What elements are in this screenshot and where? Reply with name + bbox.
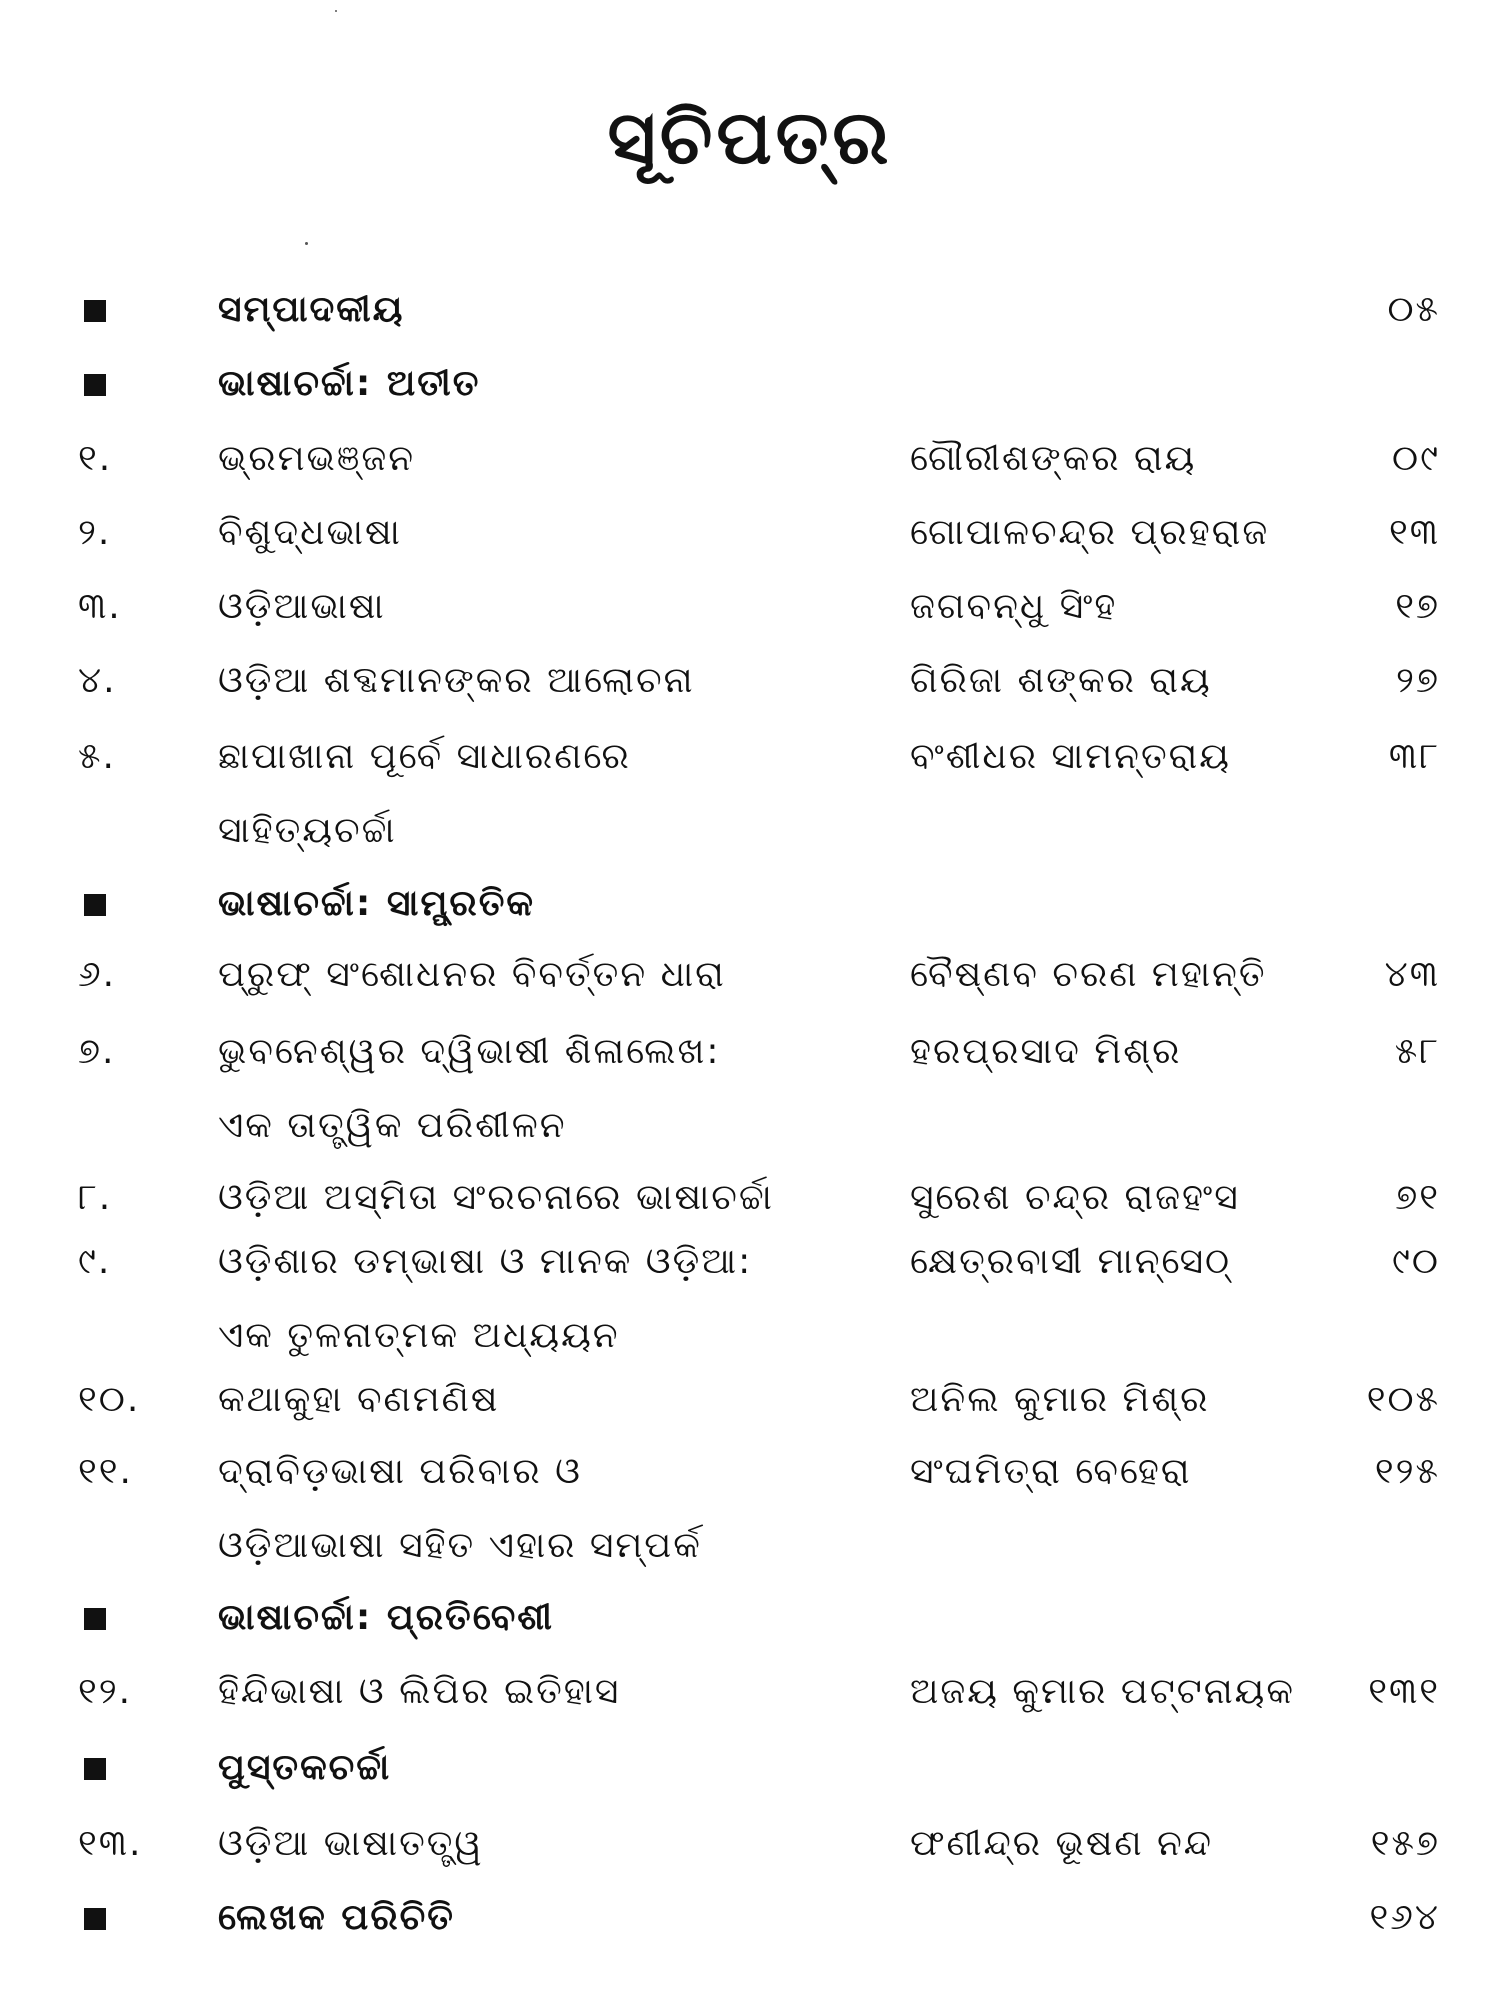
entry-number: ୧. (78, 438, 113, 479)
entry-number: ୭. (78, 1031, 116, 1072)
entry-number: ୯. (78, 1241, 112, 1282)
entry-author: ଗିରିଜା ଶଙ୍କର ରାୟ (910, 660, 1212, 701)
page-number: ୧୨୫ (1374, 1451, 1440, 1492)
square-bullet-icon (84, 894, 106, 916)
entry-number: ୬. (78, 954, 117, 995)
entry-title: ଓଡ଼ିଶାର ଡମ୍‌ଭାଷା ଓ ମାନକ ଓଡ଼ିଆ: ଏକ ତୁଳନାତ୍ମକ ଅଧ୍ୟୟନ (218, 1241, 753, 1356)
square-bullet-icon (84, 1908, 106, 1930)
entry-title: ଦ୍ରାବିଡ଼ଭାଷା ପରିବାର ଓ ଓଡ଼ିଆଭାଷା ସହିତ ଏହାର ସମ୍ପର୍କ (218, 1451, 702, 1566)
page-number: ୯୦ (1392, 1241, 1440, 1282)
section-title: ଭାଷାଚର୍ଚ୍ଚା: ଅତୀତ (218, 363, 481, 404)
entry-number: ୪. (78, 660, 117, 701)
square-bullet-icon (84, 1608, 106, 1630)
page-number: ୨୭ (1396, 660, 1440, 701)
entry-author: ବଂଶୀଧର ସାମନ୍ତରାୟ (910, 736, 1231, 777)
entry-author: ସଂଘମିତ୍ରା ବେହେରା (910, 1451, 1192, 1492)
entry-number: ୨. (78, 512, 112, 553)
page-number: ୩୮ (1388, 736, 1440, 777)
section-title: ଭାଷାଚର୍ଚ୍ଚା: ପ୍ରତିବେଶୀ (218, 1597, 554, 1638)
section-title: ସମ୍ପାଦକୀୟ (218, 289, 405, 330)
square-bullet-icon (84, 374, 106, 396)
page-number: ୧୦୫ (1366, 1379, 1440, 1420)
entry-author: ଗୋପାଳଚନ୍ଦ୍ର ପ୍ରହରାଜ (910, 512, 1270, 553)
entry-title: ଛାପାଖାନା ପୂର୍ବେ ସାଧାରଣରେ ସାହିତ୍ୟଚର୍ଚ୍ଚା (218, 736, 631, 851)
entry-number: ୧୦. (78, 1379, 141, 1420)
page-number: ୧୩ (1388, 512, 1440, 553)
entry-author: ଗୌରୀଶଙ୍କର ରାୟ (910, 438, 1197, 479)
page-number: ୦୯ (1392, 438, 1440, 479)
section-title: ଲେଖକ ପରିଚିତି (218, 1897, 455, 1938)
entry-number: ୧୩. (78, 1823, 143, 1864)
entry-title: ଓଡ଼ିଆ ଅସ୍ମିତା ସଂରଚନାରେ ଭାଷାଚର୍ଚ୍ଚା (218, 1177, 774, 1218)
entry-author: ବୈଷ୍ଣବ ଚରଣ ମହାନ୍ତି (910, 954, 1267, 995)
page-number: ୧୬୪ (1369, 1897, 1440, 1938)
entry-author: ଫଣୀନ୍ଦ୍ର ଭୂଷଣ ନନ୍ଦ (910, 1823, 1214, 1864)
entry-author: ସୁରେଶ ଚନ୍ଦ୍ର ରାଜହଂସ (910, 1177, 1240, 1218)
entry-title: ଓଡ଼ିଆଭାଷା (218, 586, 386, 627)
entry-author: କ୍ଷେତ୍ରବାସୀ ମାନ୍‌ସେଠ୍ (910, 1241, 1232, 1282)
page-number: ୧୩୧ (1368, 1671, 1440, 1712)
page-number: ୧୫୭ (1370, 1823, 1440, 1864)
entry-title: ଭୁବନେଶ୍ୱର ଦ୍ୱିଭାଷୀ ଶିଳାଲେଖ: ଏକ ତାତ୍ତ୍ୱିକ ପରିଶୀଳନ (218, 1031, 721, 1146)
entry-author: ଅଜୟ କୁମାର ପଟ୍ଟନାୟକ (910, 1671, 1295, 1712)
page-number: ୪୩ (1384, 954, 1440, 995)
scan-speck (335, 10, 337, 12)
entry-author: ଜଗବନ୍ଧୁ ସିଂହ (910, 586, 1118, 627)
entry-number: ୧୧. (78, 1451, 133, 1492)
entry-number: ୮. (78, 1177, 113, 1218)
page-number: ୭୧ (1395, 1177, 1440, 1218)
page-number: ୦୫ (1387, 289, 1440, 330)
entry-title: ହିନ୍ଦିଭାଷା ଓ ଲିପିର ଇତିହାସ (218, 1671, 621, 1712)
entry-title: ବିଶୁଦ୍ଧଭାଷା (218, 512, 402, 553)
page-number: ୧୭ (1395, 586, 1440, 627)
entry-title: ଓଡ଼ିଆ ଶବ୍ଦମାନଙ୍କର ଆଲୋଚନା (218, 660, 695, 701)
entry-title: ଓଡ଼ିଆ ଭାଷାତତ୍ତ୍ୱ (218, 1823, 484, 1864)
entry-title: ଭ୍ରମଭଞ୍ଜନ (218, 438, 416, 479)
page-title: ସୂଚିପତ୍ର (607, 95, 893, 181)
entry-title: ପ୍ରୁଫ୍ ସଂଶୋଧନର ବିବର୍ତ୍ତନ ଧାରା (218, 954, 726, 995)
scan-speck (305, 242, 308, 245)
entry-title: କଥାକୁହା ବଣମଣିଷ (218, 1379, 500, 1420)
square-bullet-icon (84, 300, 106, 322)
entry-number: ୫. (78, 736, 116, 777)
page-number: ୫୮ (1394, 1031, 1440, 1072)
square-bullet-icon (84, 1758, 106, 1780)
section-title: ପୁସ୍ତକଚର୍ଚ୍ଚା (218, 1747, 392, 1788)
entry-number: ୩. (78, 586, 122, 627)
entry-author: ହରପ୍ରସାଦ ମିଶ୍ର (910, 1031, 1182, 1072)
entry-author: ଅନିଲ କୁମାର ମିଶ୍ର (910, 1379, 1210, 1420)
section-title: ଭାଷାଚର୍ଚ୍ଚା: ସାମ୍ପ୍ରତିକ (218, 883, 535, 924)
entry-number: ୧୨. (78, 1671, 133, 1712)
